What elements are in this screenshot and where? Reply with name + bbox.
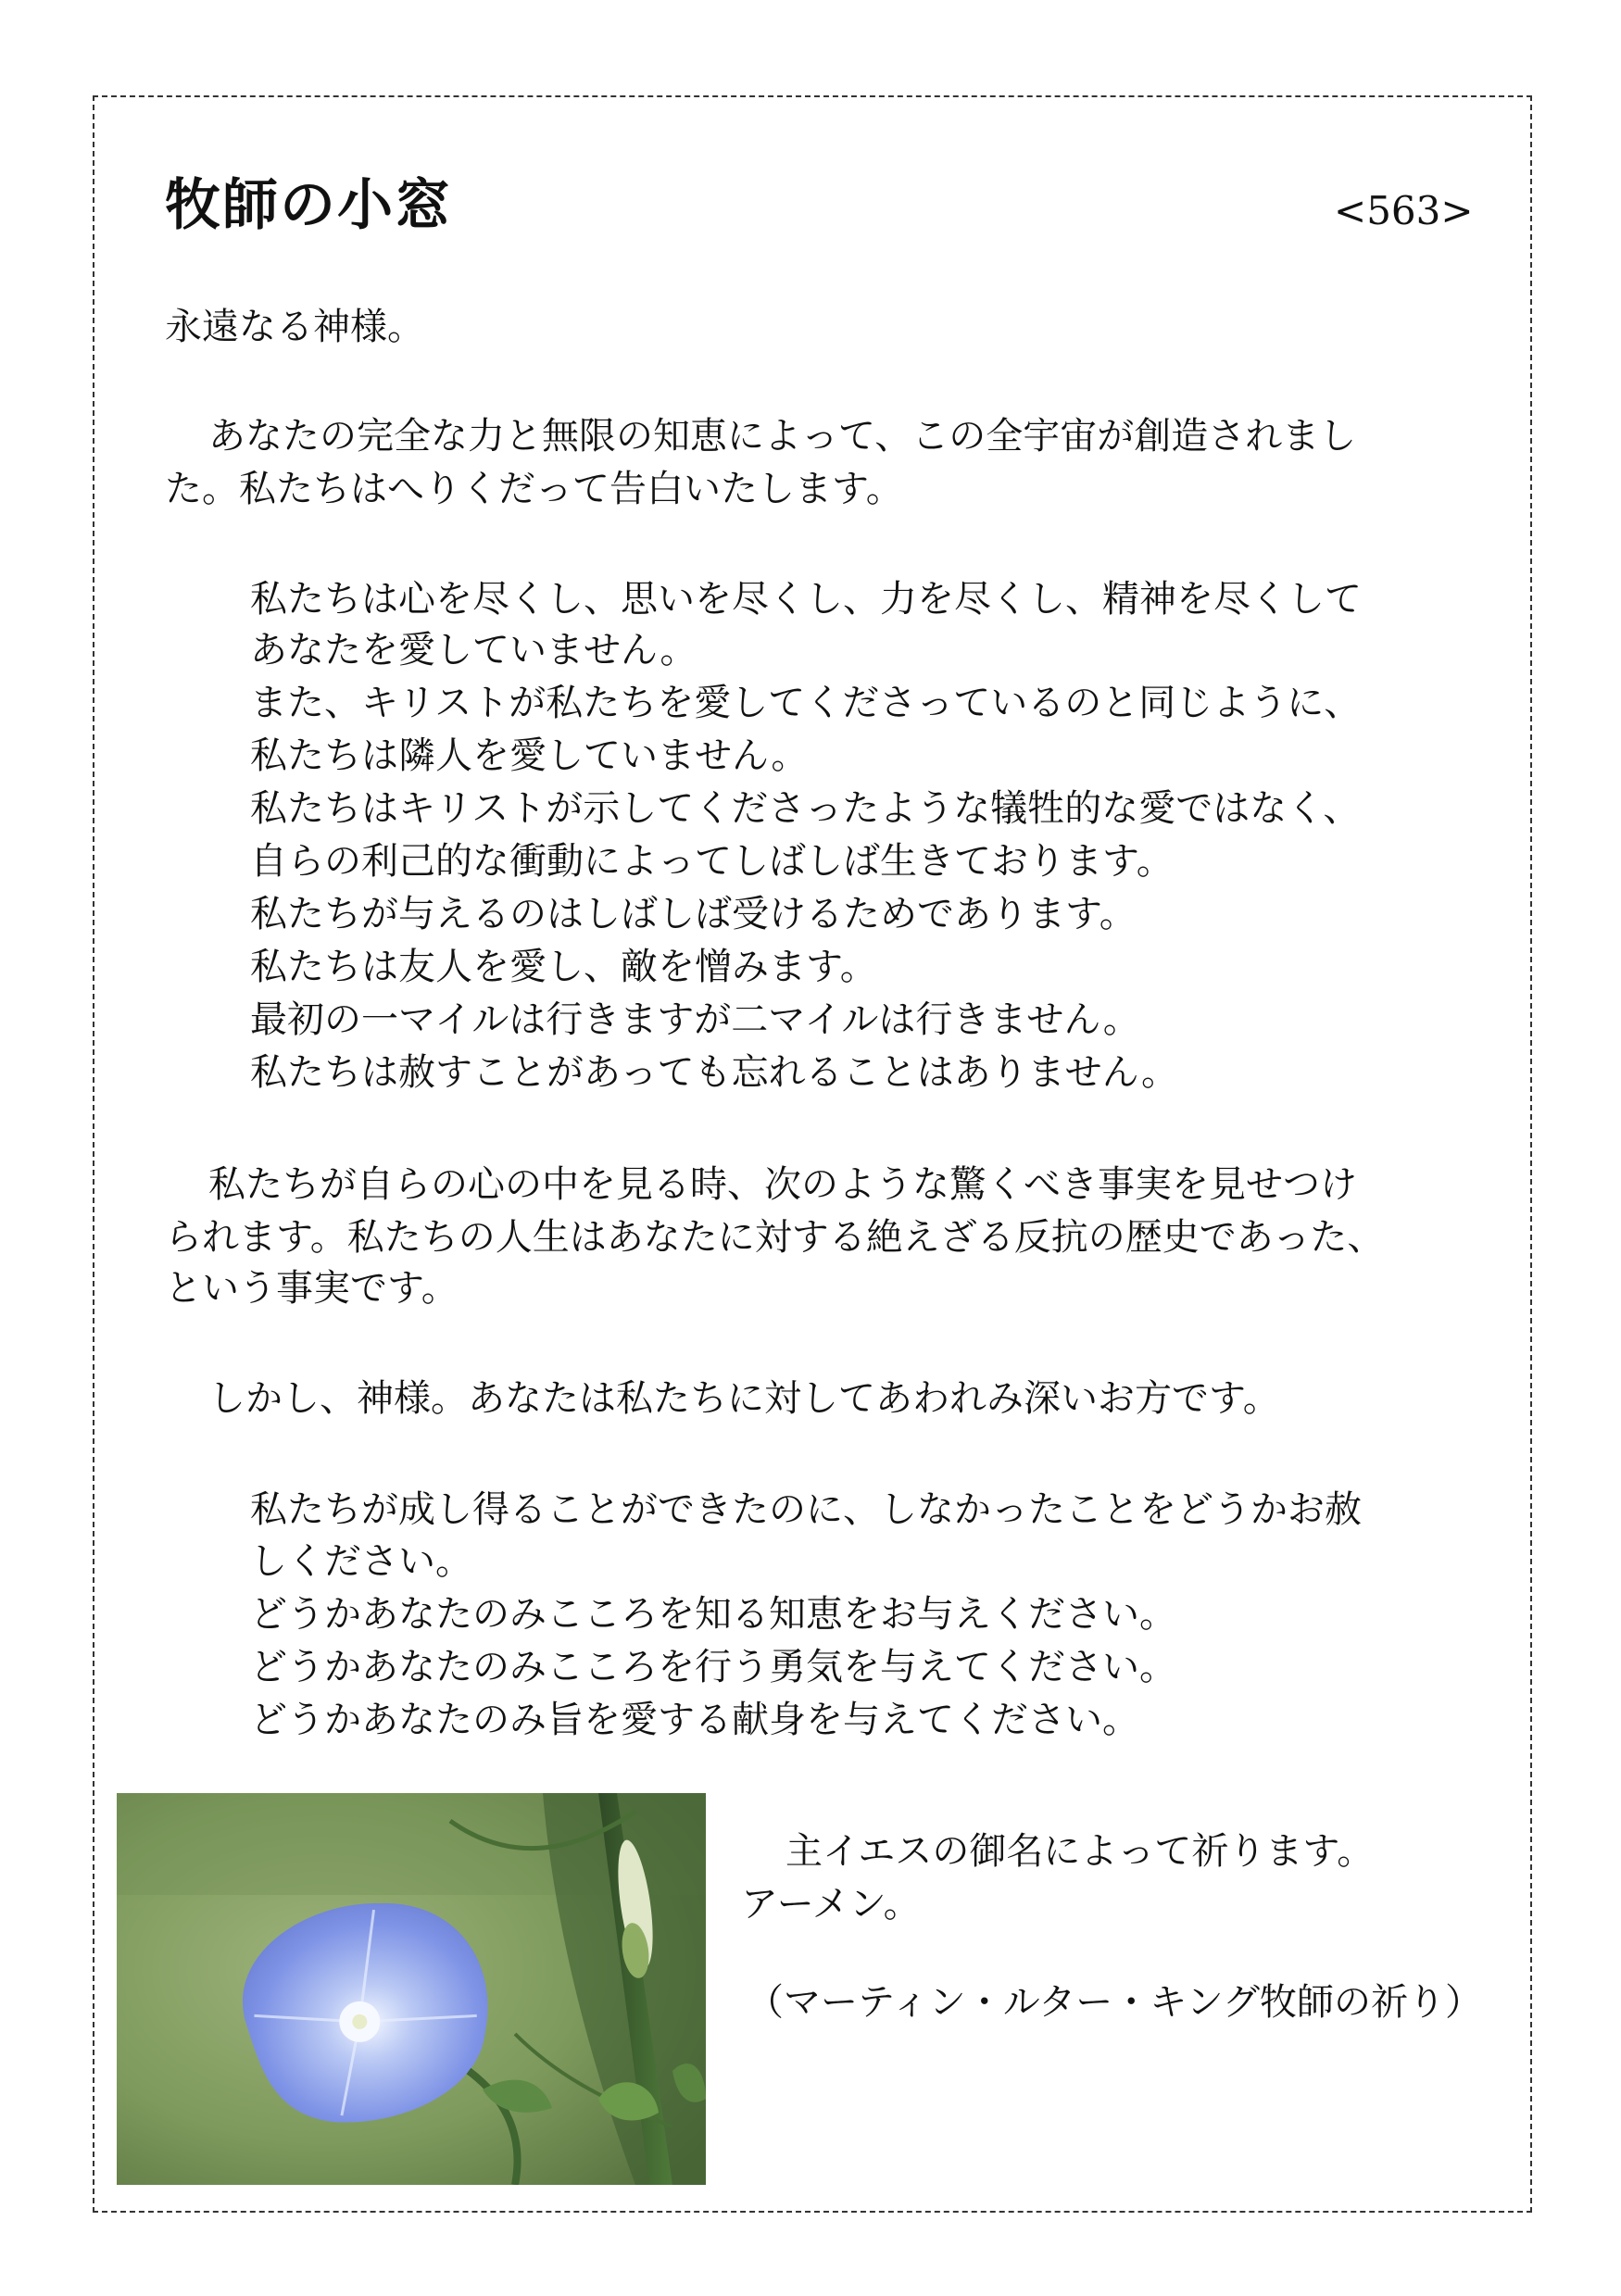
issue-number: <563> <box>1334 188 1474 233</box>
paragraph-line: た。私たちはへりくだって告白いたします。 <box>165 468 903 510</box>
confession-line: 最初の一マイルは行きますが二マイルは行きません。 <box>250 998 1140 1041</box>
confession-line: 自らの利己的な衝動によってしばしば生きております。 <box>250 840 1174 883</box>
confession-line: 私たちは隣人を愛していません。 <box>250 734 809 777</box>
paragraph-line: しかし、神様。あなたは私たちに対してあわれみ深いお方です。 <box>208 1377 1280 1420</box>
petition-line: 私たちが成し得ることができたのに、しなかったことをどうかお赦 <box>250 1488 1362 1531</box>
paragraph-line: られます。私たちの人生はあなたに対する絶えざる反抗の歴史であった、 <box>165 1216 1385 1259</box>
paragraph-line: あなたの完全な力と無限の知恵によって、この全宇宙が創造されまし <box>208 415 1357 458</box>
petition-line: どうかあなたのみこころを知る知恵をお与えください。 <box>250 1593 1176 1636</box>
confession-line: 私たちは心を尽くし、思いを尽くし、力を尽くし、精神を尽くして <box>250 578 1362 621</box>
page-title: 牧師の小窓 <box>165 173 452 238</box>
paragraph-line: という事実です。 <box>165 1267 459 1310</box>
confession-line: また、キリストが私たちを愛してくださっているのと同じように、 <box>250 682 1362 724</box>
morning-glory-photo <box>117 1793 706 2185</box>
opening-line: 永遠なる神様。 <box>165 306 424 348</box>
confession-line: 私たちは友人を愛し、敵を憎みます。 <box>250 946 877 988</box>
attribution: （マーティン・ルター・キング牧師の祈り） <box>747 1981 1482 2024</box>
confession-line: 私たちはキリストが示してくださったような犠牲的な愛ではなく、 <box>250 787 1361 830</box>
closing-line: アーメン。 <box>741 1883 921 1926</box>
closing-line: 主イエスの御名によって祈ります。 <box>785 1830 1375 1873</box>
confession-line: 私たちは赦すことがあっても忘れることはありません。 <box>250 1051 1178 1094</box>
confession-line: 私たちが与えるのはしばしば受けるためであります。 <box>250 893 1137 935</box>
petition-line: どうかあなたのみこころを行う勇気を与えてください。 <box>250 1646 1176 1688</box>
petition-line: しください。 <box>250 1540 472 1583</box>
confession-line: あなたを愛していません。 <box>250 629 697 671</box>
petition-line: どうかあなたのみ旨を愛する献身を与えてください。 <box>250 1699 1139 1741</box>
paragraph-line: 私たちが自らの心の中を見る時、次のような驚くべき事実を見せつけ <box>208 1163 1357 1206</box>
